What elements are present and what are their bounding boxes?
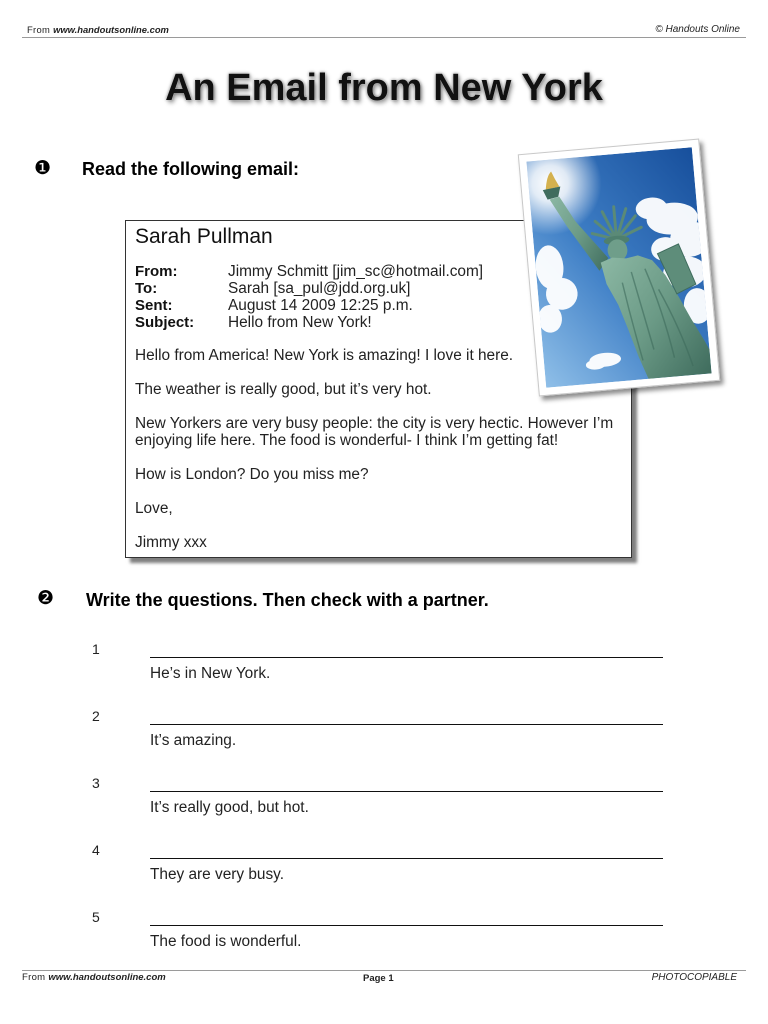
email-field-value: August 14 2009 12:25 p.m.	[228, 297, 413, 314]
question-number: 4	[92, 842, 100, 858]
question-number: 2	[92, 708, 100, 724]
question-item	[0, 841, 768, 908]
given-answer: It’s amazing.	[150, 732, 237, 749]
email-mailbox-name: Sarah Pullman	[135, 225, 273, 248]
email-paragraph	[135, 534, 621, 551]
answer-writing-line	[150, 858, 663, 859]
email-field-value: Jimmy Schmitt [jim_sc@hotmail.com]	[228, 263, 484, 280]
page-title: An Email from New York	[165, 67, 603, 109]
question-item	[0, 640, 768, 707]
question-number: 3	[92, 775, 100, 791]
email-body-line: enjoying life here. The food is wonderful- I think I’m getting fat!	[135, 432, 559, 449]
email-body-line: Love,	[135, 500, 173, 517]
answer-writing-line	[150, 791, 663, 792]
header-from-label: From	[27, 24, 51, 35]
footer-from-label: From	[22, 972, 46, 983]
photo-frame	[518, 139, 720, 397]
header-divider	[22, 37, 746, 38]
email-body-line: The weather is really good, but it’s very hot.	[135, 381, 432, 398]
email-body-line: How is London? Do you miss me?	[135, 466, 369, 483]
answer-writing-line	[150, 657, 663, 658]
section-1-number: ❶	[34, 157, 52, 179]
email-body-line: Hello from America! New York is amazing! I love it here.	[135, 347, 514, 364]
email-paragraph	[135, 466, 621, 483]
email-body-line: Jimmy xxx	[135, 534, 207, 551]
answer-writing-line	[150, 724, 663, 725]
statue-of-liberty-photo	[526, 147, 711, 388]
email-field-label: Subject:	[135, 314, 195, 331]
email-field-label: To:	[135, 280, 158, 297]
header-site-url: www.handoutsonline.com	[53, 24, 169, 35]
section-2-number: ❷	[37, 587, 55, 609]
header-source	[27, 24, 169, 36]
email-body-line: New Yorkers are very busy people: the city is very hectic. However I’m	[135, 415, 614, 432]
given-answer: It’s really good, but hot.	[150, 799, 309, 816]
photocopiable-notice: PHOTOCOPIABLE	[651, 972, 737, 983]
question-item	[0, 774, 768, 841]
section-2-instruction: Write the questions. Then check with a partner.	[86, 590, 489, 610]
section-1-instruction: Read the following email:	[82, 159, 300, 179]
email-paragraph	[135, 415, 621, 449]
email-paragraph	[135, 500, 621, 517]
email-field-label: Sent:	[135, 297, 173, 314]
email-field-value: Hello from New York!	[228, 314, 372, 331]
email-field-value: Sarah [sa_pul@jdd.org.uk]	[228, 280, 411, 297]
header-copyright: © Handouts Online	[655, 24, 740, 35]
question-item	[0, 707, 768, 774]
answer-writing-line	[150, 925, 663, 926]
page-number: Page 1	[363, 973, 394, 984]
question-number: 5	[92, 909, 100, 925]
question-list	[0, 640, 768, 975]
given-answer: The food is wonderful.	[150, 933, 302, 950]
email-field-label: From:	[135, 263, 178, 280]
footer-site-url: www.handoutsonline.com	[48, 972, 166, 983]
footer-source	[22, 972, 166, 984]
given-answer: They are very busy.	[150, 866, 285, 883]
given-answer: He’s in New York.	[150, 665, 271, 682]
question-number: 1	[92, 641, 100, 657]
question-item	[0, 908, 768, 975]
footer-divider	[22, 970, 746, 971]
